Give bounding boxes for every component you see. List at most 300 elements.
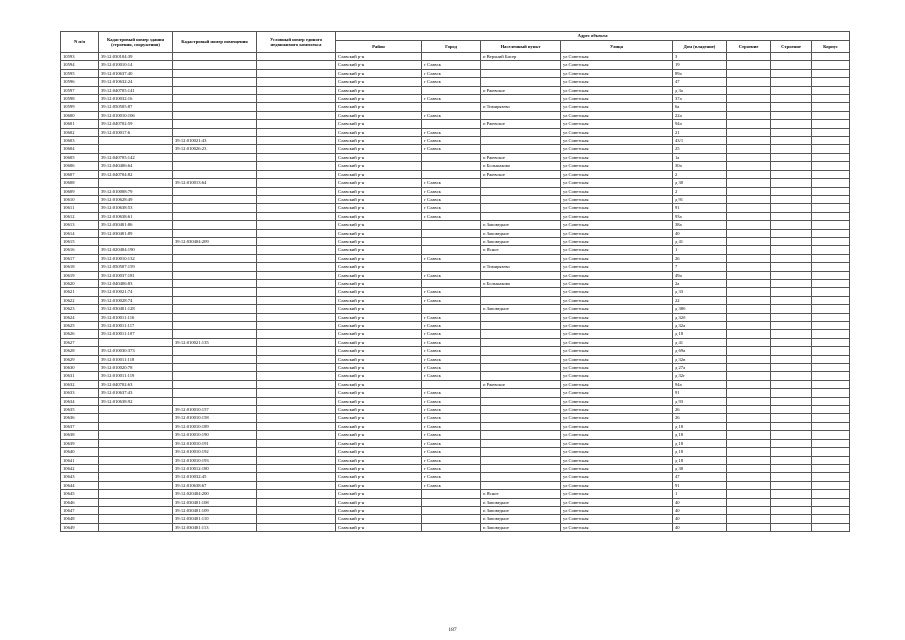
cell-premise-cadastral: 39:12:010010:158 — [173, 414, 257, 422]
cell-street: ул Советская — [561, 414, 673, 422]
cell-building-cadastral — [99, 414, 173, 422]
cell-street: ул Советская — [561, 448, 673, 456]
cell-building — [727, 103, 771, 111]
cell-building-cadastral — [99, 431, 173, 439]
cell-building-cadastral: 39:12:010010:132 — [99, 254, 173, 262]
cell-building-cadastral — [99, 422, 173, 430]
cell-complex-number — [257, 61, 336, 69]
cell-settlement: п Ржевское — [481, 153, 561, 161]
cell-block — [812, 288, 850, 296]
cell-building-cadastral: 39:12:010010:106 — [99, 111, 173, 119]
cell-house: д 18 — [673, 330, 727, 338]
cell-street: ул Советская — [561, 162, 673, 170]
table-row — [61, 406, 850, 414]
cell-house: 43/1 — [673, 137, 727, 145]
cell-settlement: п Тимирязево — [481, 103, 561, 111]
table-row — [61, 389, 850, 397]
cell-district: Славский р-н — [336, 179, 422, 187]
cell-city — [422, 221, 481, 229]
cell-structure — [771, 481, 812, 489]
cell-block — [812, 523, 850, 531]
cell-building-cadastral: 39:12:010011:107 — [99, 330, 173, 338]
cell-city: г Славск — [422, 145, 481, 153]
cell-complex-number — [257, 414, 336, 422]
table-row — [61, 431, 850, 439]
cell-n: 10616 — [61, 246, 99, 254]
cell-building-cadastral: 39:12:010638:53 — [99, 204, 173, 212]
cell-district: Славский р-н — [336, 347, 422, 355]
cell-building-cadastral — [99, 473, 173, 481]
cell-district: Славский р-н — [336, 170, 422, 178]
cell-building-cadastral: 39:12:040702:59 — [99, 120, 173, 128]
cell-block — [812, 95, 850, 103]
cell-district: Славский р-н — [336, 103, 422, 111]
cell-district: Славский р-н — [336, 86, 422, 94]
cell-premise-cadastral: 39:12:010021:43 — [173, 137, 257, 145]
cell-building — [727, 380, 771, 388]
cell-district: Славский р-н — [336, 523, 422, 531]
cell-city: г Славск — [422, 296, 481, 304]
cell-district: Славский р-н — [336, 490, 422, 498]
cell-house: 93а — [673, 212, 727, 220]
table-row — [61, 153, 850, 161]
cell-settlement — [481, 448, 561, 456]
table-row — [61, 179, 850, 187]
cell-house: 3 — [673, 53, 727, 61]
col-header-settlement: Населенный пункт — [481, 41, 561, 53]
cell-structure — [771, 95, 812, 103]
cell-block — [812, 313, 850, 321]
cell-district: Славский р-н — [336, 69, 422, 77]
cell-structure — [771, 137, 812, 145]
cell-street: ул Советская — [561, 212, 673, 220]
table-row — [61, 246, 850, 254]
cell-district: Славский р-н — [336, 279, 422, 287]
cell-n: 10623 — [61, 305, 99, 313]
table-row — [61, 61, 850, 69]
cell-settlement — [481, 431, 561, 439]
cell-city — [422, 506, 481, 514]
cell-settlement: п Заповедное — [481, 305, 561, 313]
cell-premise-cadastral: 39:12:010032:45 — [173, 473, 257, 481]
cell-premise-cadastral — [173, 355, 257, 363]
table-row — [61, 364, 850, 372]
cell-building-cadastral — [99, 481, 173, 489]
cell-block — [812, 372, 850, 380]
table-row — [61, 103, 850, 111]
cell-building — [727, 187, 771, 195]
cell-building-cadastral: 39:12:010021:74 — [99, 288, 173, 296]
cell-district: Славский р-н — [336, 212, 422, 220]
cell-street: ул Советская — [561, 128, 673, 136]
cell-block — [812, 61, 850, 69]
cell-premise-cadastral — [173, 254, 257, 262]
cell-settlement — [481, 254, 561, 262]
cell-street: ул Советская — [561, 179, 673, 187]
cell-complex-number — [257, 263, 336, 271]
col-header-city: Город — [422, 41, 481, 53]
cell-structure — [771, 439, 812, 447]
cell-street: ул Советская — [561, 246, 673, 254]
cell-settlement — [481, 212, 561, 220]
cell-building-cadastral — [99, 137, 173, 145]
cell-building — [727, 195, 771, 203]
cell-block — [812, 237, 850, 245]
cell-premise-cadastral: 39:12:010026:23 — [173, 145, 257, 153]
cell-n: 10617 — [61, 254, 99, 262]
cell-street: ул Советская — [561, 95, 673, 103]
table-row — [61, 296, 850, 304]
cell-city: г Славск — [422, 179, 481, 187]
cell-complex-number — [257, 279, 336, 287]
cell-street: ул Советская — [561, 61, 673, 69]
cell-structure — [771, 506, 812, 514]
cell-house: 49а — [673, 271, 727, 279]
cell-district: Славский р-н — [336, 456, 422, 464]
cell-house: 2а — [673, 279, 727, 287]
cell-house: д 18 — [673, 431, 727, 439]
cell-building — [727, 271, 771, 279]
cell-building-cadastral: 39:12:010628:49 — [99, 195, 173, 203]
cell-structure — [771, 490, 812, 498]
table-body — [61, 53, 850, 532]
cell-premise-cadastral: 39:12:010010:157 — [173, 406, 257, 414]
cell-complex-number — [257, 456, 336, 464]
table-row — [61, 95, 850, 103]
cell-building — [727, 490, 771, 498]
table-row — [61, 187, 850, 195]
cell-structure — [771, 69, 812, 77]
cell-premise-cadastral — [173, 305, 257, 313]
cell-block — [812, 86, 850, 94]
cell-building — [727, 246, 771, 254]
cell-house: 94а — [673, 380, 727, 388]
cell-complex-number — [257, 338, 336, 346]
cell-house: 1 — [673, 246, 727, 254]
cell-building-cadastral: 39:12:010011:116 — [99, 313, 173, 321]
table-row — [61, 322, 850, 330]
cell-building — [727, 179, 771, 187]
cell-complex-number — [257, 481, 336, 489]
table-row — [61, 515, 850, 523]
cell-complex-number — [257, 254, 336, 262]
cell-district: Славский р-н — [336, 506, 422, 514]
cell-block — [812, 78, 850, 86]
table-row — [61, 313, 850, 321]
cell-district: Славский р-н — [336, 498, 422, 506]
cell-premise-cadastral — [173, 204, 257, 212]
cell-district: Славский р-н — [336, 338, 422, 346]
cell-house: д 3а — [673, 86, 727, 94]
cell-building-cadastral — [99, 506, 173, 514]
cell-settlement: п Ржевское — [481, 170, 561, 178]
cell-house: 25 — [673, 145, 727, 153]
cell-city: г Славск — [422, 406, 481, 414]
cell-block — [812, 153, 850, 161]
cell-street: ул Советская — [561, 170, 673, 178]
cell-block — [812, 355, 850, 363]
cell-building-cadastral: 39:12:040406:83 — [99, 279, 173, 287]
cell-settlement: п Ржевское — [481, 120, 561, 128]
cell-settlement — [481, 322, 561, 330]
cell-block — [812, 406, 850, 414]
cell-building-cadastral: 39:12:010008:79 — [99, 187, 173, 195]
cell-building — [727, 221, 771, 229]
cell-premise-cadastral — [173, 95, 257, 103]
table-row — [61, 86, 850, 94]
cell-n: 10594 — [61, 61, 99, 69]
cell-building-cadastral: 39:12:020404:190 — [99, 246, 173, 254]
cell-city: г Славск — [422, 187, 481, 195]
cell-settlement — [481, 296, 561, 304]
cell-city: г Славск — [422, 456, 481, 464]
cell-street: ул Советская — [561, 145, 673, 153]
cell-structure — [771, 103, 812, 111]
cell-building-cadastral — [99, 179, 173, 187]
cell-city — [422, 263, 481, 271]
cell-building — [727, 464, 771, 472]
cell-complex-number — [257, 153, 336, 161]
cell-settlement: п Заповедное — [481, 221, 561, 229]
cell-n: 10614 — [61, 229, 99, 237]
cell-city — [422, 53, 481, 61]
cell-building-cadastral — [99, 523, 173, 531]
cell-city — [422, 279, 481, 287]
cell-district: Славский р-н — [336, 95, 422, 103]
cell-city — [422, 86, 481, 94]
cell-building-cadastral: 39:12:010632:24 — [99, 78, 173, 86]
cell-building — [727, 313, 771, 321]
cell-city: г Славск — [422, 61, 481, 69]
cell-settlement — [481, 111, 561, 119]
cell-complex-number — [257, 330, 336, 338]
cell-block — [812, 279, 850, 287]
cell-structure — [771, 153, 812, 161]
cell-premise-cadastral — [173, 153, 257, 161]
cell-block — [812, 439, 850, 447]
cell-structure — [771, 229, 812, 237]
cell-premise-cadastral — [173, 103, 257, 111]
cell-building — [727, 372, 771, 380]
cell-street: ул Советская — [561, 330, 673, 338]
cell-house: 6а — [673, 103, 727, 111]
cell-structure — [771, 61, 812, 69]
cell-premise-cadastral — [173, 389, 257, 397]
cell-street: ул Советская — [561, 473, 673, 481]
cell-block — [812, 204, 850, 212]
cell-house: д 18 — [673, 439, 727, 447]
cell-district: Славский р-н — [336, 414, 422, 422]
cell-block — [812, 347, 850, 355]
cell-street: ул Советская — [561, 111, 673, 119]
cell-house: 94а — [673, 120, 727, 128]
cell-district: Славский р-н — [336, 187, 422, 195]
cell-building — [727, 406, 771, 414]
cell-n: 10600 — [61, 111, 99, 119]
cell-structure — [771, 246, 812, 254]
cell-block — [812, 490, 850, 498]
cell-n: 10609 — [61, 187, 99, 195]
cell-n: 10602 — [61, 128, 99, 136]
cell-n: 10633 — [61, 389, 99, 397]
cell-city: г Славск — [422, 322, 481, 330]
cell-building — [727, 448, 771, 456]
cell-settlement — [481, 338, 561, 346]
cell-building — [727, 498, 771, 506]
cell-building-cadastral: 39:12:040406:64 — [99, 162, 173, 170]
cell-building — [727, 439, 771, 447]
cell-street: ул Советская — [561, 338, 673, 346]
cell-street: ул Советская — [561, 221, 673, 229]
cell-street: ул Советская — [561, 355, 673, 363]
cell-city: г Славск — [422, 481, 481, 489]
cell-city: г Славск — [422, 473, 481, 481]
cell-house: д 93 — [673, 397, 727, 405]
cell-house: 37а — [673, 95, 727, 103]
cell-n: 10619 — [61, 271, 99, 279]
cell-building — [727, 397, 771, 405]
cell-house: д 32а — [673, 322, 727, 330]
cell-city: г Славск — [422, 137, 481, 145]
cell-building — [727, 431, 771, 439]
cell-city — [422, 153, 481, 161]
cell-house: 26 — [673, 406, 727, 414]
cell-complex-number — [257, 313, 336, 321]
cell-building-cadastral: 39:12:010011:119 — [99, 372, 173, 380]
cell-n: 10608 — [61, 179, 99, 187]
cell-building-cadastral: 39:12:040705:141 — [99, 86, 173, 94]
cell-premise-cadastral: 39:12:010010:190 — [173, 431, 257, 439]
table-row — [61, 145, 850, 153]
cell-block — [812, 128, 850, 136]
cell-premise-cadastral: 39:12:030401:109 — [173, 506, 257, 514]
cell-settlement: п Большаково — [481, 162, 561, 170]
cell-n: 10615 — [61, 237, 99, 245]
cell-house: д 32г — [673, 372, 727, 380]
cell-premise-cadastral: 39:12:030401:113 — [173, 523, 257, 531]
cell-premise-cadastral — [173, 372, 257, 380]
cell-complex-number — [257, 305, 336, 313]
table-row — [61, 170, 850, 178]
cell-settlement — [481, 204, 561, 212]
cell-house: 40 — [673, 515, 727, 523]
cell-street: ул Советская — [561, 322, 673, 330]
cell-district: Славский р-н — [336, 162, 422, 170]
cell-house: д 30 — [673, 179, 727, 187]
cell-structure — [771, 195, 812, 203]
cell-building-cadastral: 39:12:040702:63 — [99, 380, 173, 388]
cell-building-cadastral: 39:12:010011:118 — [99, 355, 173, 363]
cell-n: 10611 — [61, 204, 99, 212]
cell-building — [727, 322, 771, 330]
cell-house: 21 — [673, 128, 727, 136]
cell-settlement — [481, 355, 561, 363]
cell-premise-cadastral — [173, 195, 257, 203]
cell-building-cadastral: 39:12:050507:159 — [99, 263, 173, 271]
cell-n: 10612 — [61, 212, 99, 220]
cell-premise-cadastral — [173, 86, 257, 94]
cell-district: Славский р-н — [336, 204, 422, 212]
cell-premise-cadastral: 39:12:010013:64 — [173, 179, 257, 187]
cell-street: ул Советская — [561, 313, 673, 321]
page-number: 187 — [448, 627, 457, 633]
cell-block — [812, 338, 850, 346]
cell-complex-number — [257, 170, 336, 178]
cell-settlement — [481, 61, 561, 69]
cell-block — [812, 111, 850, 119]
cell-block — [812, 179, 850, 187]
cell-settlement — [481, 372, 561, 380]
cell-district: Славский р-н — [336, 364, 422, 372]
cell-settlement — [481, 439, 561, 447]
cell-structure — [771, 296, 812, 304]
cell-building-cadastral: 39:12:010638:61 — [99, 212, 173, 220]
cell-structure — [771, 431, 812, 439]
cell-premise-cadastral — [173, 61, 257, 69]
cell-n: 10613 — [61, 221, 99, 229]
cell-structure — [771, 515, 812, 523]
cell-house: 19 — [673, 61, 727, 69]
cell-premise-cadastral: 39:12:010010:189 — [173, 422, 257, 430]
cell-structure — [771, 53, 812, 61]
cell-settlement — [481, 456, 561, 464]
cell-structure — [771, 120, 812, 128]
cell-street: ул Советская — [561, 254, 673, 262]
cell-structure — [771, 263, 812, 271]
cell-structure — [771, 212, 812, 220]
cell-block — [812, 464, 850, 472]
cell-n: 10595 — [61, 69, 99, 77]
cell-structure — [771, 364, 812, 372]
cell-complex-number — [257, 212, 336, 220]
cell-block — [812, 195, 850, 203]
cell-street: ул Советская — [561, 490, 673, 498]
cell-settlement: п Заповедное — [481, 523, 561, 531]
cell-street: ул Советская — [561, 506, 673, 514]
cell-settlement — [481, 128, 561, 136]
table-row — [61, 456, 850, 464]
cell-block — [812, 481, 850, 489]
cell-block — [812, 137, 850, 145]
cell-building — [727, 347, 771, 355]
cell-block — [812, 53, 850, 61]
cell-n: 10601 — [61, 120, 99, 128]
cell-complex-number — [257, 111, 336, 119]
cell-building — [727, 364, 771, 372]
cell-street: ул Советская — [561, 431, 673, 439]
cell-complex-number — [257, 204, 336, 212]
cell-settlement — [481, 422, 561, 430]
cell-city — [422, 305, 481, 313]
cell-structure — [771, 305, 812, 313]
cell-building — [727, 53, 771, 61]
cell-premise-cadastral: 39:12:010012:180 — [173, 464, 257, 472]
table-row — [61, 195, 850, 203]
cell-premise-cadastral — [173, 53, 257, 61]
cell-district: Славский р-н — [336, 263, 422, 271]
cell-complex-number — [257, 498, 336, 506]
cell-n: 10629 — [61, 355, 99, 363]
cell-city: г Славск — [422, 111, 481, 119]
cell-house: 1 — [673, 490, 727, 498]
cell-n: 10626 — [61, 330, 99, 338]
cell-district: Славский р-н — [336, 481, 422, 489]
cell-building — [727, 330, 771, 338]
cell-city — [422, 490, 481, 498]
cell-district: Славский р-н — [336, 473, 422, 481]
cell-structure — [771, 464, 812, 472]
cell-settlement — [481, 347, 561, 355]
